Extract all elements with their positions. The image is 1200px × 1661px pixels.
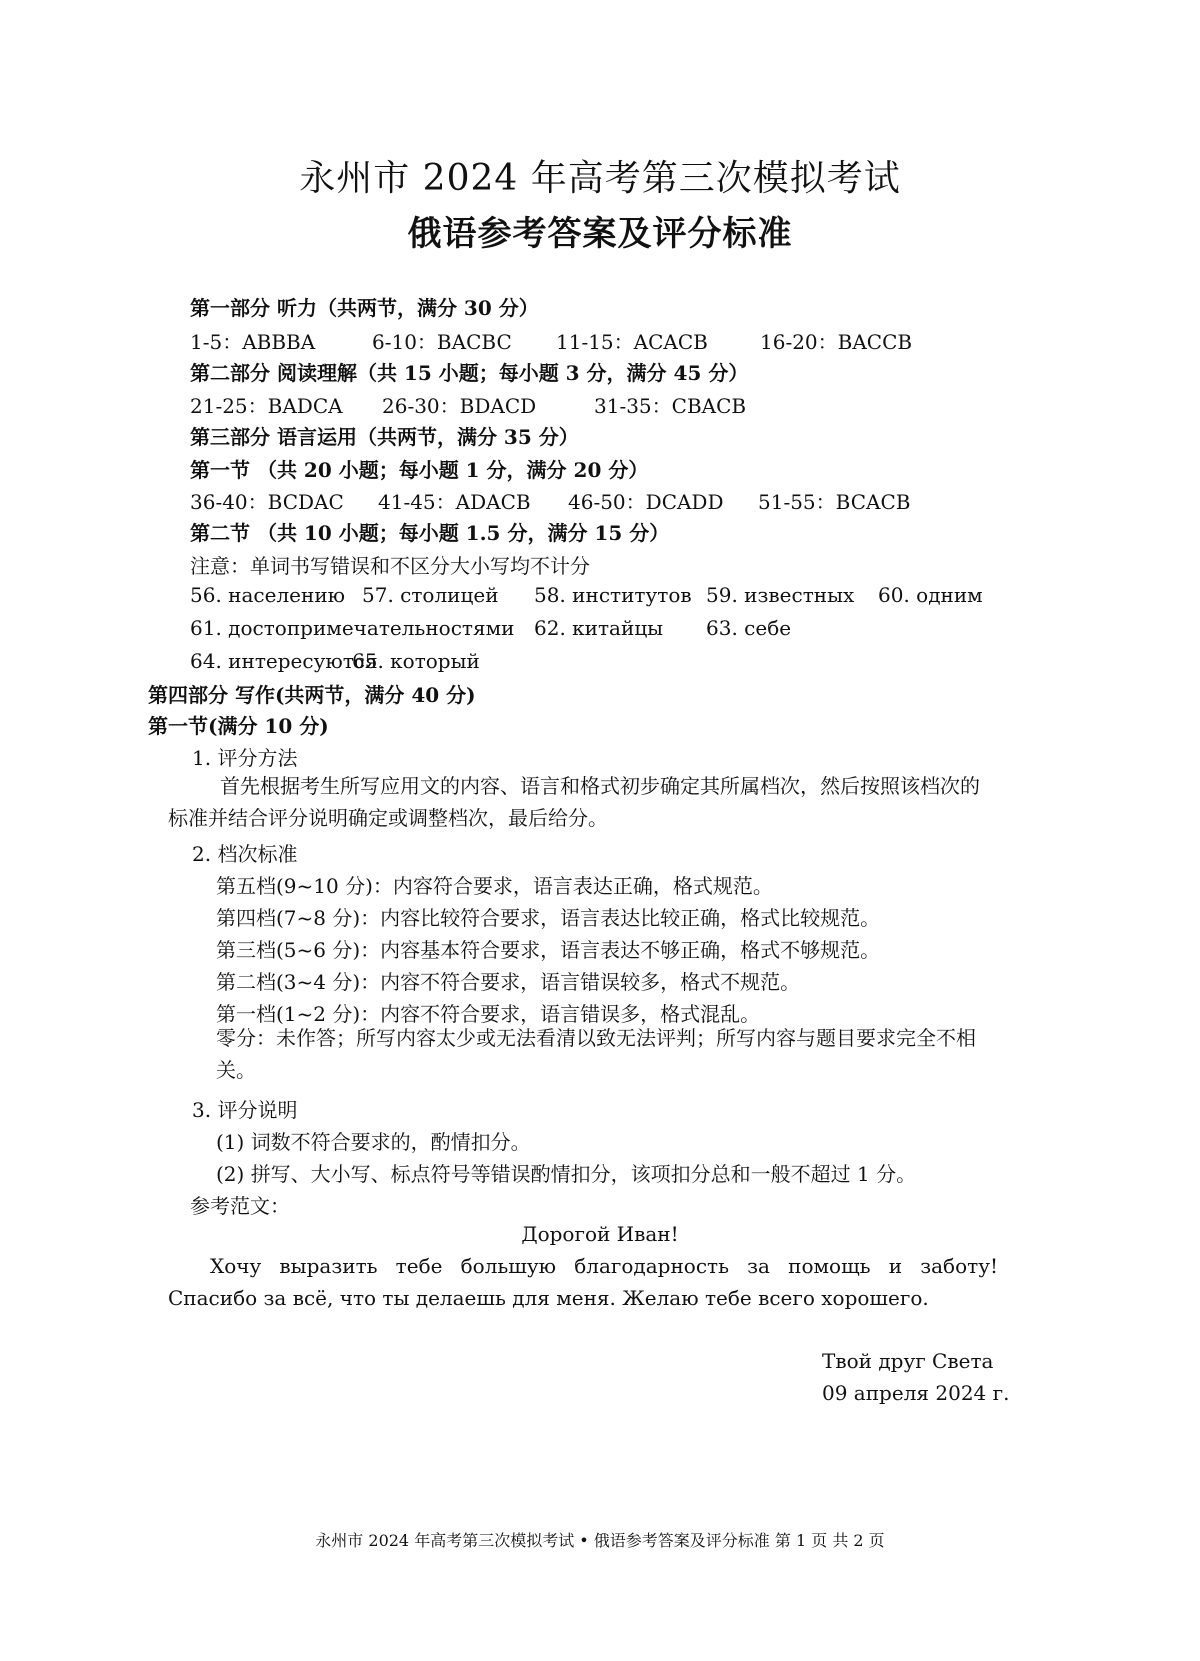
answer-word: 63. себе xyxy=(706,616,792,640)
letter-greeting: Дорогой Иван! xyxy=(521,1222,679,1246)
answer-group: 11-15：ACACB xyxy=(556,330,708,354)
part4-heading: 第四部分 写作(共两节，满分 40 分) xyxy=(148,683,476,707)
answer-word: 62. китайцы xyxy=(534,616,664,640)
level-item: 第二档(3~4 分)：内容不符合要求，语言错误较多，格式不规范。 xyxy=(216,970,801,994)
answer-word: 56. населению xyxy=(190,583,346,607)
answer-group: 1-5：ABBBA xyxy=(190,330,316,354)
method-text: 首先根据考生所写应用文的内容、语言和格式初步确定其所属档次，然后按照该档次的标准并结合评分说明确定或调整档次，最后给分。 xyxy=(168,774,980,830)
page-footer: 永州市 2024 年高考第三次模拟考试 • 俄语参考答案及评分标准 第 1 页 共 2 页 xyxy=(315,1531,885,1550)
answer-group: 16-20：BACCB xyxy=(760,330,913,354)
levels-title: 2. 档次标准 xyxy=(192,842,298,866)
answer-group: 41-45：ADACB xyxy=(378,490,531,514)
answer-word: 58. институтов xyxy=(534,583,692,607)
part3-section2-heading: 第二节 （共 10 小题；每小题 1.5 分，满分 15 分） xyxy=(190,521,670,545)
page-subtitle: 俄语参考答案及评分标准 xyxy=(407,214,793,254)
letter-date: 09 апреля 2024 г. xyxy=(822,1381,1010,1405)
answer-group: 26-30：BDACD xyxy=(382,394,537,418)
notes-title: 3. 评分说明 xyxy=(192,1098,298,1122)
answer-word: 61. достопримечательностями xyxy=(190,616,515,640)
answer-group: 36-40：BCDAC xyxy=(190,490,344,514)
level-item: 第三档(5~6 分)：内容基本符合要求，语言表达不够正确，格式不够规范。 xyxy=(216,938,881,962)
level-item: 第一档(1~2 分)：内容不符合要求，语言错误多，格式混乱。 xyxy=(216,1002,761,1026)
letter-body: Хочу выразить тебе большую благодарность за помощь и заботу! Спасибо за всё, что ты делаешь для меня. Желаю тебе всего хорошего. xyxy=(168,1254,998,1310)
answer-word: 59. известных xyxy=(706,583,855,607)
sample-label: 参考范文： xyxy=(190,1194,290,1218)
method-title: 1. 评分方法 xyxy=(192,746,298,770)
answer-word: 65. который xyxy=(352,649,480,673)
page-title: 永州市 2024 年高考第三次模拟考试 xyxy=(299,158,901,199)
part2-heading: 第二部分 阅读理解（共 15 小题；每小题 3 分，满分 45 分） xyxy=(190,361,749,385)
part1-heading: 第一部分 听力（共两节，满分 30 分） xyxy=(190,296,539,320)
part3-note: 注意：单词书写错误和不区分大小写均不计分 xyxy=(190,554,590,578)
answer-word: 64. интересуются xyxy=(190,649,378,673)
zero-score: 零分：未作答；所写内容太少或无法看清以致无法评判；所写内容与题目要求完全不相关。 xyxy=(216,1026,976,1082)
part4-section1-heading: 第一节(满分 10 分) xyxy=(148,714,329,738)
part3-section1-heading: 第一节 （共 20 小题；每小题 1 分，满分 20 分） xyxy=(190,458,649,482)
level-item: 第五档(9~10 分)：内容符合要求，语言表达正确，格式规范。 xyxy=(216,874,773,898)
answer-word: 57. столицей xyxy=(362,583,499,607)
letter-signature: Твой друг Света xyxy=(822,1349,994,1373)
answer-group: 6-10：BACBC xyxy=(372,330,512,354)
answer-group: 31-35：CBACB xyxy=(594,394,747,418)
note-item: (1) 词数不符合要求的，酌情扣分。 xyxy=(216,1130,531,1154)
answer-group: 21-25：BADCA xyxy=(190,394,343,418)
part3-heading: 第三部分 语言运用（共两节，满分 35 分） xyxy=(190,425,579,449)
note-item: (2) 拼写、大小写、标点符号等错误酌情扣分，该项扣分总和一般不超过 1 分。 xyxy=(216,1162,917,1186)
answer-word: 60. одним xyxy=(878,583,983,607)
answer-group: 46-50：DCADD xyxy=(568,490,724,514)
level-item: 第四档(7~8 分)：内容比较符合要求，语言表达比较正确，格式比较规范。 xyxy=(216,906,881,930)
answer-group: 51-55：BCACB xyxy=(758,490,911,514)
